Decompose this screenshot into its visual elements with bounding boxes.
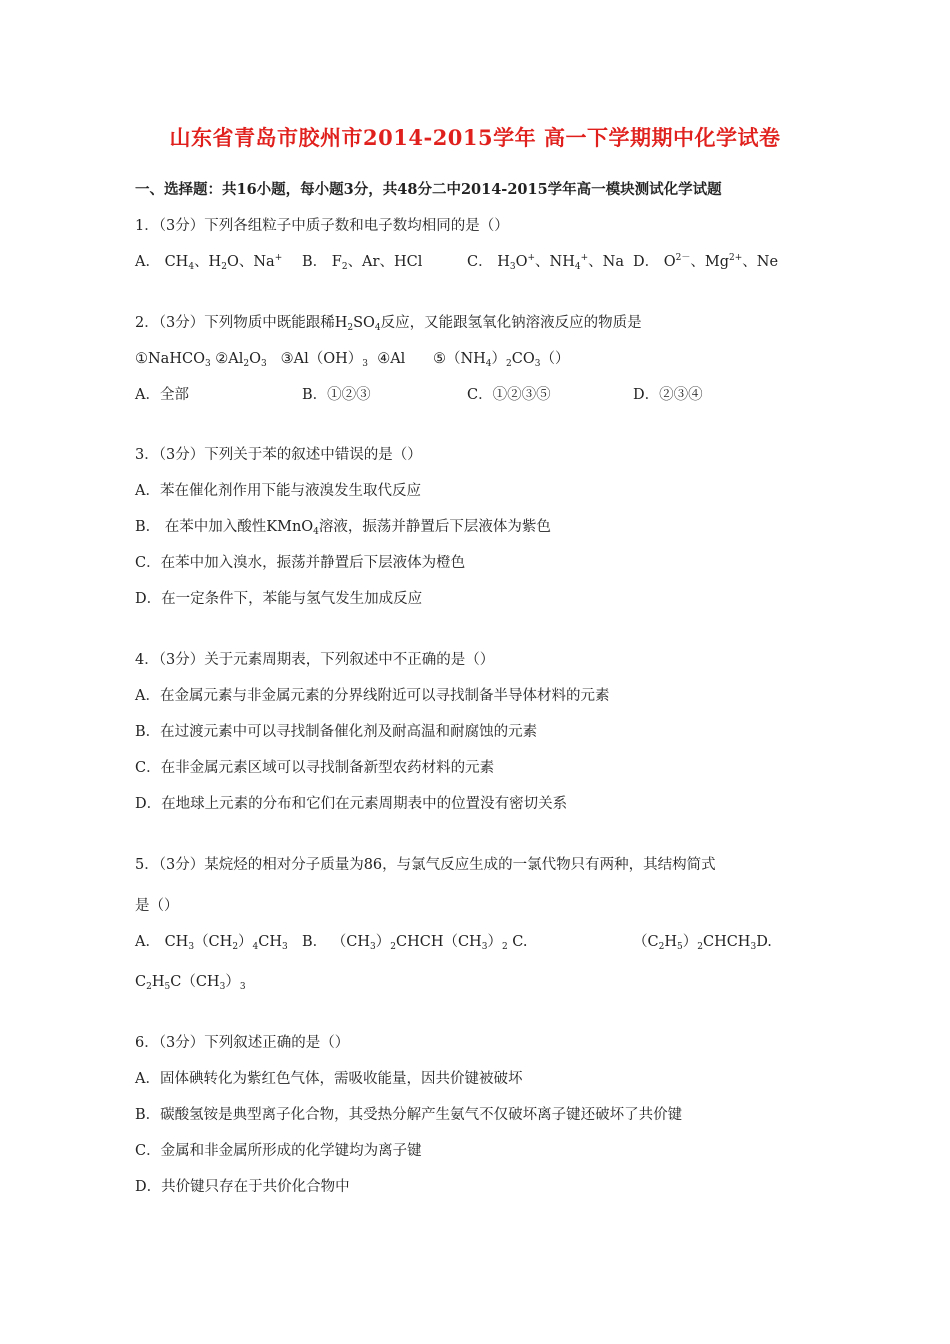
- question-2-option-c: C．①②③⑤: [467, 387, 551, 403]
- question-6-option-c: C．金属和非金属所形成的化学键均为离子键: [135, 1143, 422, 1159]
- question-5-stem: 5．（3分）某烷烃的相对分子质量为86，与氯气反应生成的一氯代物只有两种，其结构简式: [135, 857, 716, 873]
- question-3-option-a: A．苯在催化剂作用下能与液溴发生取代反应: [135, 483, 421, 499]
- question-1-option-a: A． $CH_4$、$H_2O$、Na+: [135, 253, 283, 272]
- question-4-option-c: C．在非金属元素区域可以寻找制备新型农药材料的元素: [135, 760, 495, 776]
- question-2-option-b: B．①②③: [302, 387, 371, 403]
- question-2-option-d: D．②③④: [633, 387, 703, 403]
- question-2-option-a: A．全部: [135, 387, 189, 403]
- question-2-items: ①NaHCO$_3$ $②Al_2O_3$ $③Al(OH)_3$ ④Al $⑤(NH_4)_2CO_3()$: [135, 351, 570, 369]
- question-1-option-c: C． $H_3O^+$、$NH_4^+$、Na: [467, 253, 624, 272]
- section-heading: 一、选择题：共16小题，每小题3分，共48分二中2014-2015学年高一模块测试化学试题: [135, 181, 722, 198]
- question-1-stem: 1．（3分）下列各组粒子中质子数和电子数均相同的是（）: [135, 218, 509, 234]
- question-6-stem: 6．（3分）下列叙述正确的是（）: [135, 1035, 350, 1051]
- question-5-option-d: $C_2H_5C(CH_3)_3$: [135, 974, 246, 992]
- question-2-stem: 2．（3分）下列物质中既能跟稀$H_2SO_4$反应，又能跟氢氧化钠溶液反应的物质是: [135, 315, 642, 333]
- question-6-option-a: A．固体碘转化为紫红色气体，需吸收能量，因共价键被破坏: [135, 1071, 523, 1087]
- question-5-option-a: A． $CH_3(CH_2)_4CH_3$: [135, 934, 288, 952]
- question-6-option-d: D．共价键只存在于共价化合物中: [135, 1179, 350, 1195]
- question-3-option-d: D．在一定条件下，苯能与氢气发生加成反应: [135, 591, 423, 607]
- question-1-option-d: D． $O^{2-}$、$Mg^{2+}$、Ne: [633, 253, 779, 270]
- page-title: 山东省青岛市胶州市2014-2015学年 高一下学期期中化学试卷: [169, 125, 781, 150]
- question-5-stem-continued: 是（）: [135, 898, 179, 914]
- question-4-option-a: A．在金属元素与非金属元素的分界线附近可以寻找制备半导体材料的元素: [135, 688, 610, 704]
- question-3-option-c: C．在苯中加入溴水，振荡并静置后下层液体为橙色: [135, 555, 466, 571]
- question-3-option-b: B． 在苯中加入酸性KMnO$_4$溶液，振荡并静置后下层液体为紫色: [135, 519, 551, 537]
- question-3-stem: 3．（3分）下列关于苯的叙述中错误的是（）: [135, 447, 422, 463]
- question-1-option-b: B． $F_2$、Ar、HCl: [302, 254, 423, 272]
- question-5-option-b: B． $(CH_3)_2CHCH(CH_3)_2$ C.: [302, 934, 528, 952]
- question-5-option-c: $(C_2H_5)_2CHCH_3D$.: [633, 934, 772, 952]
- question-4-option-d: D．在地球上元素的分布和它们在元素周期表中的位置没有密切关系: [135, 796, 568, 812]
- question-4-stem: 4．（3分）关于元素周期表，下列叙述中不正确的是（）: [135, 652, 495, 668]
- question-4-option-b: B．在过渡元素中可以寻找制备催化剂及耐高温和耐腐蚀的元素: [135, 724, 538, 740]
- question-6-option-b: B．碳酸氢铵是典型离子化合物，其受热分解产生氨气不仅破坏离子键还破坏了共价键: [135, 1107, 683, 1123]
